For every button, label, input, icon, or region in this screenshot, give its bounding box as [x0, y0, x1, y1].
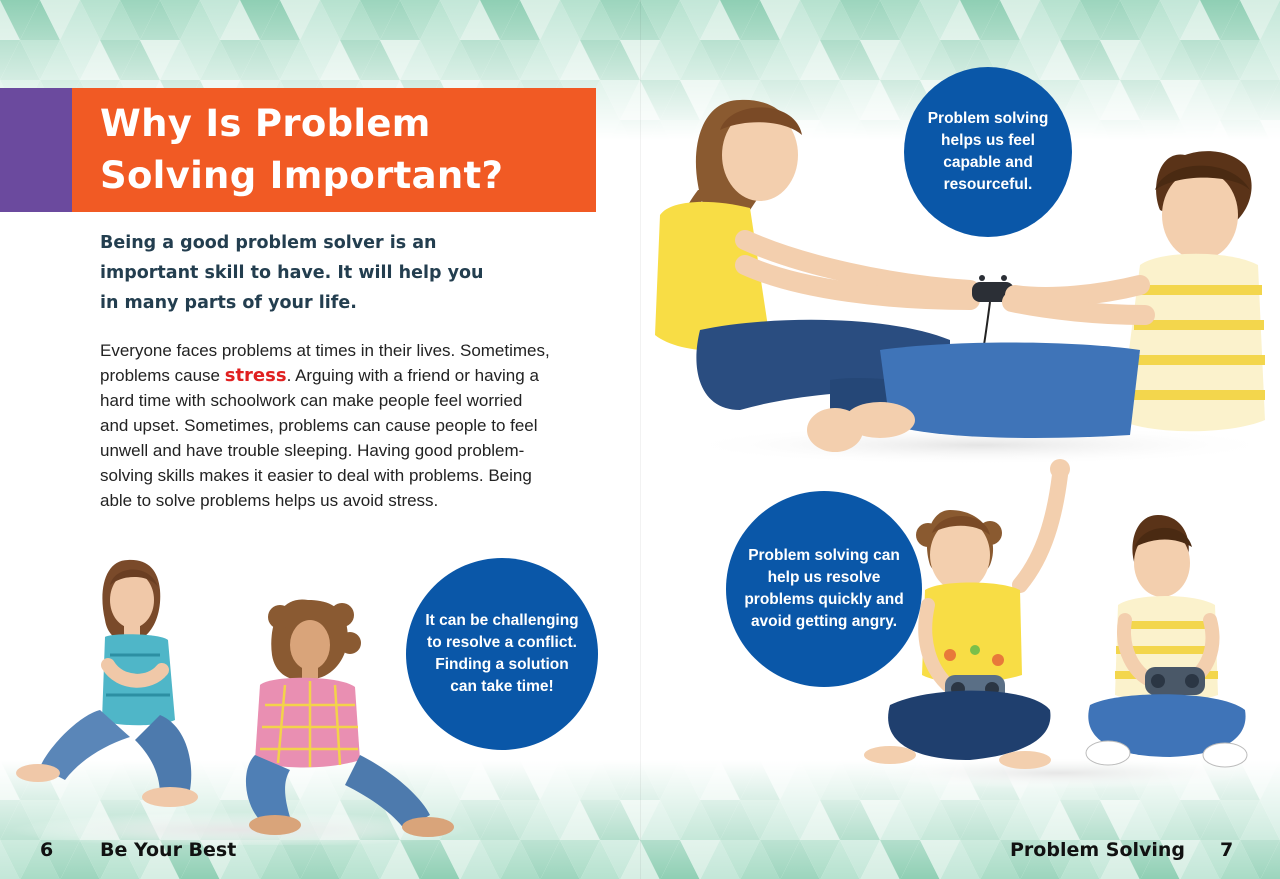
callout-capable-text: Problem solving helps us feel capable and resourceful. — [927, 110, 1049, 193]
heading-accent-bar — [0, 88, 72, 212]
body-text-part-1: Everyone faces problems at times in their lives. Sometimes, problems cause — [100, 341, 550, 385]
page-heading: Why Is Problem Solving Important? — [100, 102, 504, 197]
callout-capable — [904, 67, 1072, 237]
page-number-left: 6 — [40, 839, 54, 861]
page-number-right: 7 — [1220, 839, 1234, 861]
glossary-keyword-stress[interactable]: stress — [224, 365, 287, 386]
intro-paragraph: Being a good problem solver is an important skill to have. It will help you in many parts of your life. — [100, 233, 484, 313]
chapter-title: Problem Solving — [1010, 839, 1186, 861]
book-title: Be Your Best — [100, 839, 237, 861]
callout-resolve: Problem solving can help us resolve problems quickly and avoid getting angry. — [726, 491, 922, 687]
body-text-part-2: . Arguing with a friend or having a hard time with schoolwork can make people feel worried and upset. Sometimes, problems can cause people to feel unwell and have trouble sleeping. Having good problem-solving skills makes it easier to deal with problems. Being able to solve problems helps us avoid stress. — [100, 366, 539, 510]
page-spine — [640, 0, 641, 879]
glossary-keyword-resourceful[interactable]: resourceful — [943, 176, 1029, 193]
callout-conflict: It can be challenging to resolve a conflict. Finding a solution can take time! — [406, 558, 598, 750]
photo-girls-back-to-back — [10, 545, 480, 845]
body-paragraph — [100, 338, 550, 513]
